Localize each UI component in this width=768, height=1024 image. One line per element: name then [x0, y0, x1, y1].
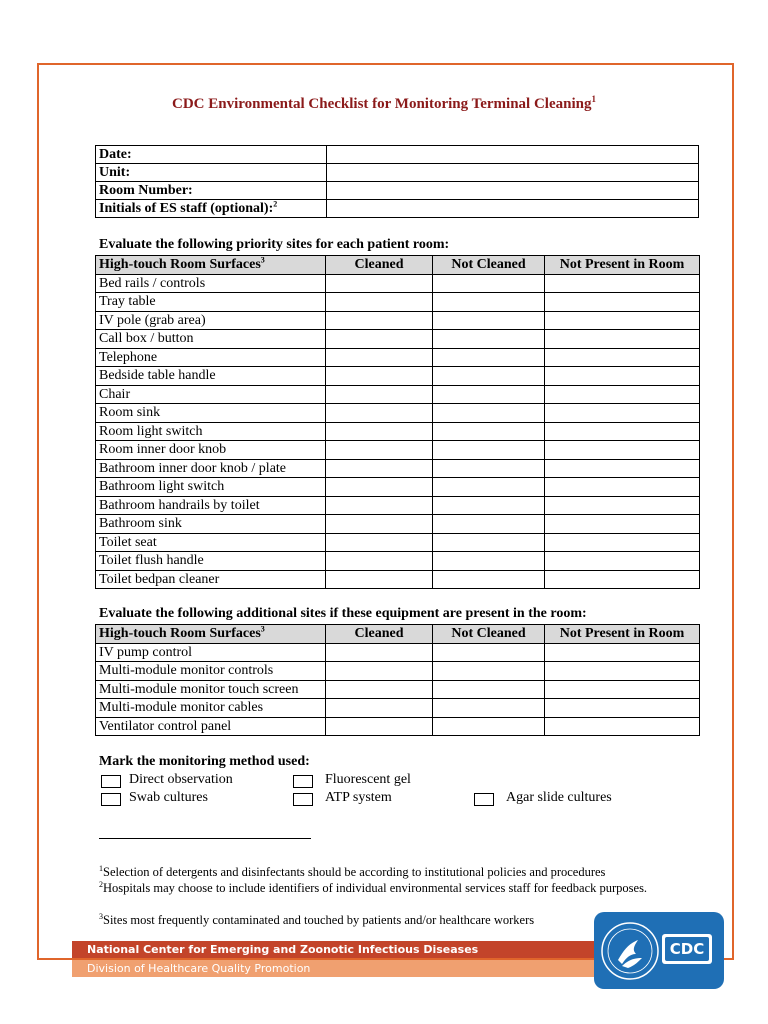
header-surfaces: High-touch Room Surfaces$^3$: [96, 625, 326, 644]
not-cleaned-cell[interactable]: [433, 699, 545, 718]
not-present-cell[interactable]: [545, 367, 700, 386]
date-field[interactable]: [327, 146, 699, 164]
not-present-cell[interactable]: [545, 311, 700, 330]
not-present-cell[interactable]: [545, 348, 700, 367]
monitoring-section-label: Mark the monitoring method used:: [99, 754, 310, 769]
not-present-cell[interactable]: [545, 441, 700, 460]
table-row: [96, 348, 700, 367]
cleaned-cell[interactable]: [326, 293, 433, 312]
not-cleaned-cell[interactable]: [433, 330, 545, 349]
swab-cultures-label: Swab cultures: [129, 790, 208, 805]
not-cleaned-cell[interactable]: [433, 348, 545, 367]
unit-field[interactable]: [327, 164, 699, 182]
swab-cultures-checkbox[interactable]: [101, 793, 121, 806]
agar-slide-cultures-checkbox[interactable]: [474, 793, 494, 806]
table-row: [96, 311, 700, 330]
cleaned-cell[interactable]: [326, 643, 433, 662]
table-row: [96, 459, 700, 478]
not-present-cell[interactable]: [545, 552, 700, 571]
info-row-room: Room Number:: [96, 182, 699, 200]
table-row: [96, 422, 700, 441]
not-present-cell[interactable]: [545, 459, 700, 478]
surface-name: Multi-module monitor cables: [96, 699, 326, 718]
footnote-3: $^3$Sites most frequently contaminated and touched by patients and/or healthcare workers: [99, 912, 535, 928]
info-table: [95, 145, 699, 218]
not-present-cell[interactable]: [545, 496, 700, 515]
surface-name: Bedside table handle: [96, 367, 326, 386]
cdc-logo-text: CDC: [665, 937, 709, 961]
cleaned-cell[interactable]: [326, 274, 433, 293]
not-present-cell[interactable]: [545, 422, 700, 441]
table-row: [96, 533, 700, 552]
cleaned-cell[interactable]: [326, 533, 433, 552]
additional-sites-table: [95, 624, 700, 736]
priority-sites-table: [95, 255, 700, 589]
not-present-cell[interactable]: [545, 515, 700, 534]
surface-name: Bathroom handrails by toilet: [96, 496, 326, 515]
not-cleaned-cell[interactable]: [433, 311, 545, 330]
table-row: [96, 699, 700, 718]
not-cleaned-cell[interactable]: [433, 293, 545, 312]
not-cleaned-cell[interactable]: [433, 496, 545, 515]
not-cleaned-cell[interactable]: [433, 570, 545, 589]
header-cleaned: Cleaned: [326, 625, 433, 644]
surface-name: Call box / button: [96, 330, 326, 349]
not-cleaned-cell[interactable]: [433, 680, 545, 699]
surface-name: Toilet seat: [96, 533, 326, 552]
surface-name: Bathroom light switch: [96, 478, 326, 497]
room-number-field[interactable]: [327, 182, 699, 200]
cleaned-cell[interactable]: [326, 422, 433, 441]
table-row: [96, 367, 700, 386]
not-cleaned-cell[interactable]: [433, 533, 545, 552]
hhs-cdc-logo: [594, 912, 724, 989]
header-not-present: Not Present in Room: [545, 625, 700, 644]
surface-name: Room inner door knob: [96, 441, 326, 460]
info-row-unit: Unit:: [96, 164, 699, 182]
table-row: [96, 662, 700, 681]
cleaned-cell[interactable]: [326, 552, 433, 571]
not-present-cell[interactable]: [545, 643, 700, 662]
not-present-cell[interactable]: [545, 274, 700, 293]
not-present-cell[interactable]: [545, 533, 700, 552]
not-present-cell[interactable]: [545, 717, 700, 736]
hhs-seal-icon: [598, 916, 662, 986]
not-cleaned-cell[interactable]: [433, 274, 545, 293]
header-cleaned: Cleaned: [326, 256, 433, 275]
surface-name: Ventilator control panel: [96, 717, 326, 736]
header-not-present: Not Present in Room: [545, 256, 700, 275]
not-cleaned-cell[interactable]: [433, 515, 545, 534]
table-row: [96, 293, 700, 312]
cleaned-cell[interactable]: [326, 459, 433, 478]
header-surfaces: High-touch Room Surfaces$^3$: [96, 256, 326, 275]
cleaned-cell[interactable]: [326, 404, 433, 423]
cleaned-cell[interactable]: [326, 717, 433, 736]
header-not-cleaned: Not Cleaned: [433, 256, 545, 275]
cleaned-cell[interactable]: [326, 330, 433, 349]
table-row: [96, 552, 700, 571]
page-title: CDC Environmental Checklist for Monitoring Terminal Cleaning$^1$: [172, 94, 596, 112]
surface-name: Multi-module monitor controls: [96, 662, 326, 681]
table-row: [96, 385, 700, 404]
table-row: [96, 274, 700, 293]
table-row: [96, 478, 700, 497]
cleaned-cell[interactable]: [326, 367, 433, 386]
table-header: [96, 625, 700, 644]
not-cleaned-cell[interactable]: [433, 643, 545, 662]
table-row: [96, 680, 700, 699]
table-row: [96, 643, 700, 662]
surface-name: Chair: [96, 385, 326, 404]
not-present-cell[interactable]: [545, 680, 700, 699]
surface-name: Toilet flush handle: [96, 552, 326, 571]
fluorescent-gel-checkbox[interactable]: [293, 775, 313, 788]
surface-name: Room light switch: [96, 422, 326, 441]
surface-name: Telephone: [96, 348, 326, 367]
table-row: [96, 496, 700, 515]
cleaned-cell[interactable]: [326, 385, 433, 404]
surface-name: Toilet bedpan cleaner: [96, 570, 326, 589]
surface-name: Bathroom sink: [96, 515, 326, 534]
cleaned-cell[interactable]: [326, 496, 433, 515]
direct-observation-checkbox[interactable]: [101, 775, 121, 788]
not-present-cell[interactable]: [545, 385, 700, 404]
not-present-cell[interactable]: [545, 478, 700, 497]
not-cleaned-cell[interactable]: [433, 404, 545, 423]
info-row-initials: Initials of ES staff (optional):$^2$: [96, 200, 699, 218]
cdc-logo-tile: [662, 934, 712, 964]
atp-system-checkbox[interactable]: [293, 793, 313, 806]
header-not-cleaned: Not Cleaned: [433, 625, 545, 644]
direct-observation-label: Direct observation: [129, 772, 233, 787]
surface-name: IV pole (grab area): [96, 311, 326, 330]
not-present-cell[interactable]: [545, 404, 700, 423]
cleaned-cell[interactable]: [326, 311, 433, 330]
surface-name: IV pump control: [96, 643, 326, 662]
agar-slide-cultures-label: Agar slide cultures: [506, 790, 612, 805]
not-present-cell[interactable]: [545, 570, 700, 589]
cleaned-cell[interactable]: [326, 662, 433, 681]
not-present-cell[interactable]: [545, 662, 700, 681]
priority-section-label: Evaluate the following priority sites for each patient room:: [99, 237, 450, 252]
not-present-cell[interactable]: [545, 330, 700, 349]
not-cleaned-cell[interactable]: [433, 662, 545, 681]
additional-section-label: Evaluate the following additional sites if these equipment are present in the room:: [99, 606, 587, 621]
not-cleaned-cell[interactable]: [433, 478, 545, 497]
table-row: [96, 570, 700, 589]
not-cleaned-cell[interactable]: [433, 459, 545, 478]
table-row: [96, 441, 700, 460]
footnote-1: $^1$Selection of detergents and disinfectants should be according to institutional policies and procedures: [99, 864, 606, 880]
not-cleaned-cell[interactable]: [433, 441, 545, 460]
atp-system-label: ATP system: [325, 790, 392, 805]
surface-name: Multi-module monitor touch screen: [96, 680, 326, 699]
not-cleaned-cell[interactable]: [433, 385, 545, 404]
not-cleaned-cell[interactable]: [433, 552, 545, 571]
not-present-cell[interactable]: [545, 293, 700, 312]
not-cleaned-cell[interactable]: [433, 367, 545, 386]
cleaned-cell[interactable]: [326, 699, 433, 718]
table-header: [96, 256, 700, 275]
not-cleaned-cell[interactable]: [433, 717, 545, 736]
initials-field[interactable]: [327, 200, 699, 218]
surface-name: Room sink: [96, 404, 326, 423]
footnote-2: $^2$Hospitals may choose to include identifiers of individual environmental services staff for feedback purposes.: [99, 880, 648, 896]
cleaned-cell[interactable]: [326, 515, 433, 534]
footnote-separator: [99, 838, 311, 839]
surface-name: Tray table: [96, 293, 326, 312]
table-row: [96, 515, 700, 534]
cleaned-cell[interactable]: [326, 348, 433, 367]
cleaned-cell[interactable]: [326, 478, 433, 497]
fluorescent-gel-label: Fluorescent gel: [325, 772, 411, 787]
info-row-date: Date:: [96, 146, 699, 164]
cleaned-cell[interactable]: [326, 441, 433, 460]
surface-name: Bathroom inner door knob / plate: [96, 459, 326, 478]
cleaned-cell[interactable]: [326, 680, 433, 699]
table-row: [96, 330, 700, 349]
table-row: [96, 717, 700, 736]
not-present-cell[interactable]: [545, 699, 700, 718]
banner-center-name: National Center for Emerging and Zoonotic Infectious Diseases: [72, 941, 602, 958]
banner-division-name: Division of Healthcare Quality Promotion: [72, 960, 602, 977]
table-row: [96, 404, 700, 423]
surface-name: Bed rails / controls: [96, 274, 326, 293]
cleaned-cell[interactable]: [326, 570, 433, 589]
not-cleaned-cell[interactable]: [433, 422, 545, 441]
